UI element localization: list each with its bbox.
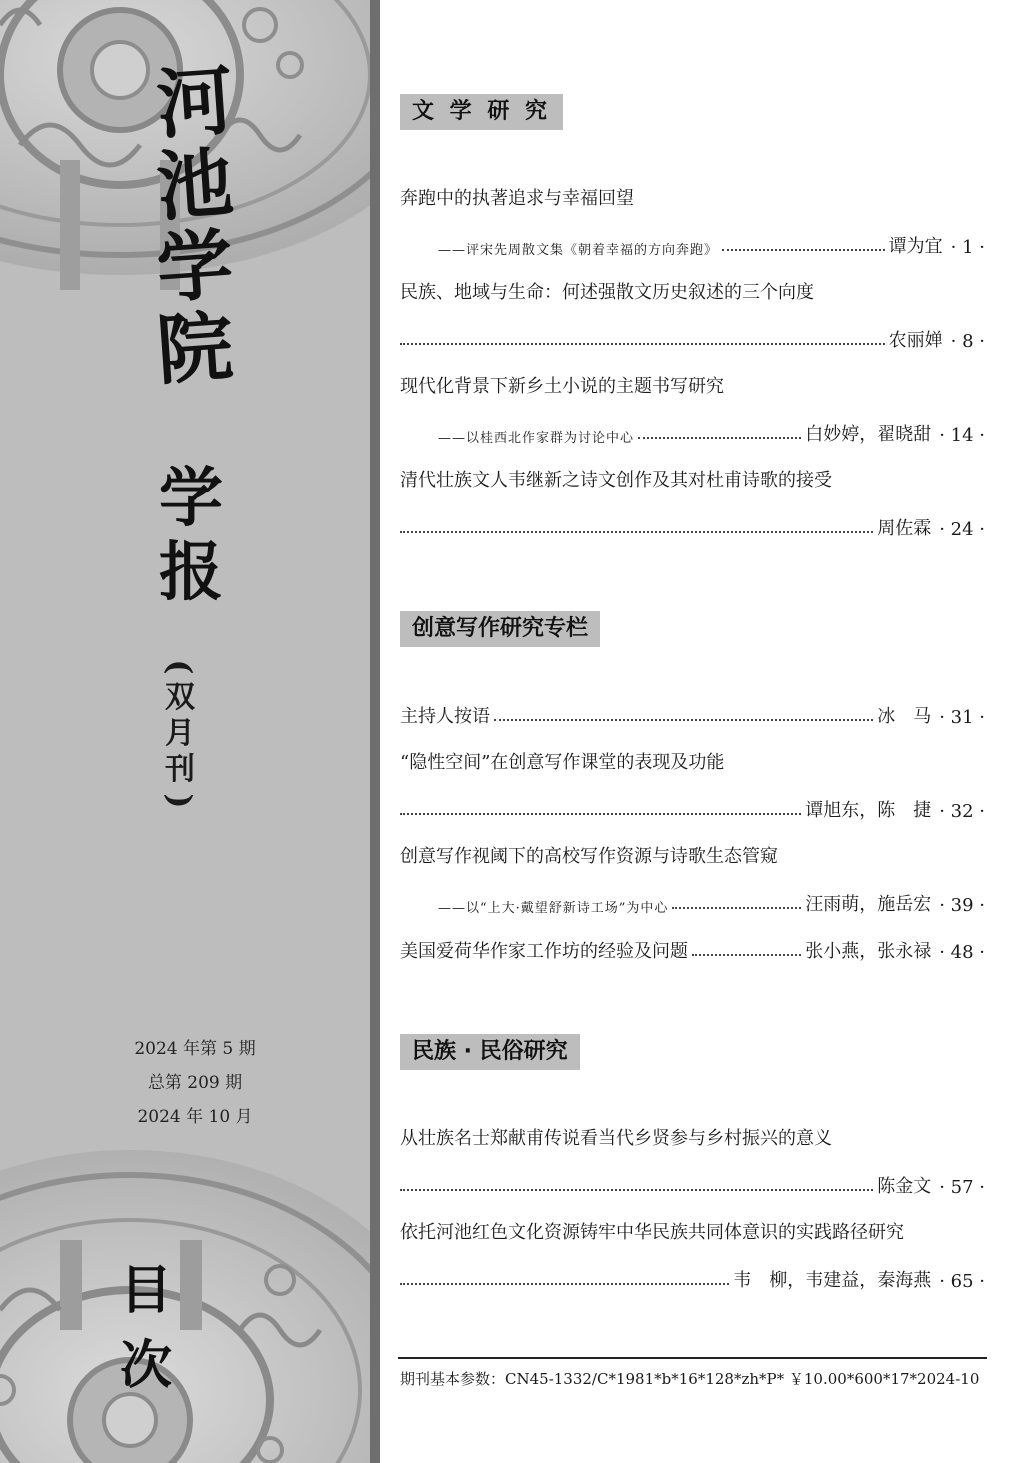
journal-title-char: 池 — [153, 137, 236, 232]
article-subtitle: ——以桂西北作家群为讨论中心 — [438, 431, 635, 446]
article-author: 汪雨萌，施岳宏 — [805, 894, 932, 915]
toc-entry-row[interactable] — [400, 514, 985, 540]
article-author: 冰 马 — [877, 706, 932, 727]
leader-dots — [494, 719, 873, 721]
article-title[interactable]: 依托河池红色文化资源铸牢中华民族共同体意识的实践路径研究 — [400, 1222, 904, 1243]
frequency-label — [140, 654, 220, 814]
frequency-char: 刊 — [165, 752, 195, 787]
article-title[interactable]: 清代壮族文人韦继新之诗文创作及其对杜甫诗歌的接受 — [400, 470, 832, 491]
toc-entry-row[interactable] — [400, 1266, 985, 1292]
journal-title-char: 院 — [153, 301, 236, 396]
article-author: 周佐霖 — [877, 518, 932, 539]
article-page: · 48 · — [939, 942, 985, 963]
article-page: · 57 · — [939, 1177, 985, 1198]
leader-dots — [672, 907, 801, 909]
article-page: · 1 · — [950, 237, 985, 258]
article-author: 谭为宜 — [888, 236, 943, 257]
frequency-char: 月 — [165, 716, 195, 751]
article-page: · 39 · — [939, 895, 985, 916]
article-title[interactable]: 从壮族名士郑献甫传说看当代乡贤参与乡村振兴的意义 — [400, 1128, 832, 1149]
leader-dots — [400, 1283, 729, 1285]
article-page: · 32 · — [939, 801, 985, 822]
toc-entry-row[interactable] — [400, 937, 985, 963]
issue-number: 2024 年第 5 期 — [134, 1039, 256, 1059]
leader-dots — [400, 343, 885, 345]
article-title[interactable]: 奔跑中的执著追求与幸福回望 — [400, 188, 634, 209]
article-subtitle: ——评宋先周散文集《朝着幸福的方向奔跑》 — [438, 243, 719, 258]
xuebao-title — [146, 462, 236, 610]
toc-entry-row[interactable] — [400, 796, 985, 822]
article-title[interactable]: 创意写作视阈下的高校写作资源与诗歌生态管窥 — [400, 846, 778, 867]
panel-divider — [370, 0, 380, 1463]
article-author: 张小燕，张永禄 — [805, 941, 932, 962]
contents-label: 目 次 — [120, 1260, 219, 1396]
section-heading: 创意写作研究专栏 — [400, 611, 600, 647]
toc-entry-row[interactable] — [400, 1172, 985, 1198]
article-author: 白妙婷，翟晓甜 — [805, 424, 932, 445]
article-page: · 14 · — [939, 425, 985, 446]
cover-panel — [0, 0, 370, 1463]
article-author: 农丽婵 — [888, 330, 943, 351]
xuebao-char: 学 — [159, 461, 223, 536]
toc-entry-row[interactable] — [400, 702, 985, 728]
toc-entry-row[interactable] — [400, 420, 985, 446]
leader-dots — [692, 954, 801, 956]
article-title: 美国爱荷华作家工作坊的经验及问题 — [400, 941, 688, 962]
frequency-char: 双 — [165, 680, 195, 715]
toc-entry-row[interactable] — [400, 232, 985, 258]
toc-entry-row[interactable] — [400, 326, 985, 352]
article-author: 陈金文 — [877, 1176, 932, 1197]
article-author: 谭旭东，陈 捷 — [805, 800, 932, 821]
section-heading: 民族 · 民俗研究 — [400, 1034, 580, 1070]
article-page: · 8 · — [950, 331, 985, 352]
journal-title — [150, 55, 240, 396]
article-page: · 31 · — [939, 707, 985, 728]
article-page: · 24 · — [939, 519, 985, 540]
article-author: 韦 柳，韦建益，秦海燕 — [733, 1270, 932, 1291]
paren-close: ) — [161, 793, 199, 809]
paren-open: ( — [161, 659, 199, 675]
article-page: · 65 · — [939, 1271, 985, 1292]
journal-parameters: 期刊基本参数：CN45-1332/C*1981*b*16*128*zh*P* ￥10.00*600*17*2024-10 — [400, 1370, 980, 1388]
journal-title-char: 河 — [153, 55, 236, 150]
article-title[interactable]: 民族、地域与生命：何述强散文历史叙述的三个向度 — [400, 282, 814, 303]
article-title[interactable]: “隐性空间”在创意写作课堂的表现及功能 — [400, 752, 725, 773]
xuebao-char: 报 — [159, 535, 223, 610]
article-subtitle: ——以“上大·戴望舒新诗工场”为中心 — [438, 901, 669, 916]
issue-total: 总第 209 期 — [147, 1073, 243, 1093]
leader-dots — [400, 1189, 873, 1191]
article-title[interactable]: 现代化背景下新乡土小说的主题书写研究 — [400, 376, 724, 397]
leader-dots — [400, 813, 801, 815]
toc-entry-row[interactable] — [400, 890, 985, 916]
issue-date: 2024 年 10 月 — [137, 1107, 253, 1127]
leader-dots — [638, 437, 801, 439]
footer-rule — [398, 1357, 987, 1359]
article-title: 主持人按语 — [400, 706, 490, 727]
leader-dots — [722, 249, 885, 251]
journal-title-char: 学 — [153, 219, 236, 314]
leader-dots — [400, 531, 873, 533]
section-heading: 文 学 研 究 — [400, 94, 563, 130]
